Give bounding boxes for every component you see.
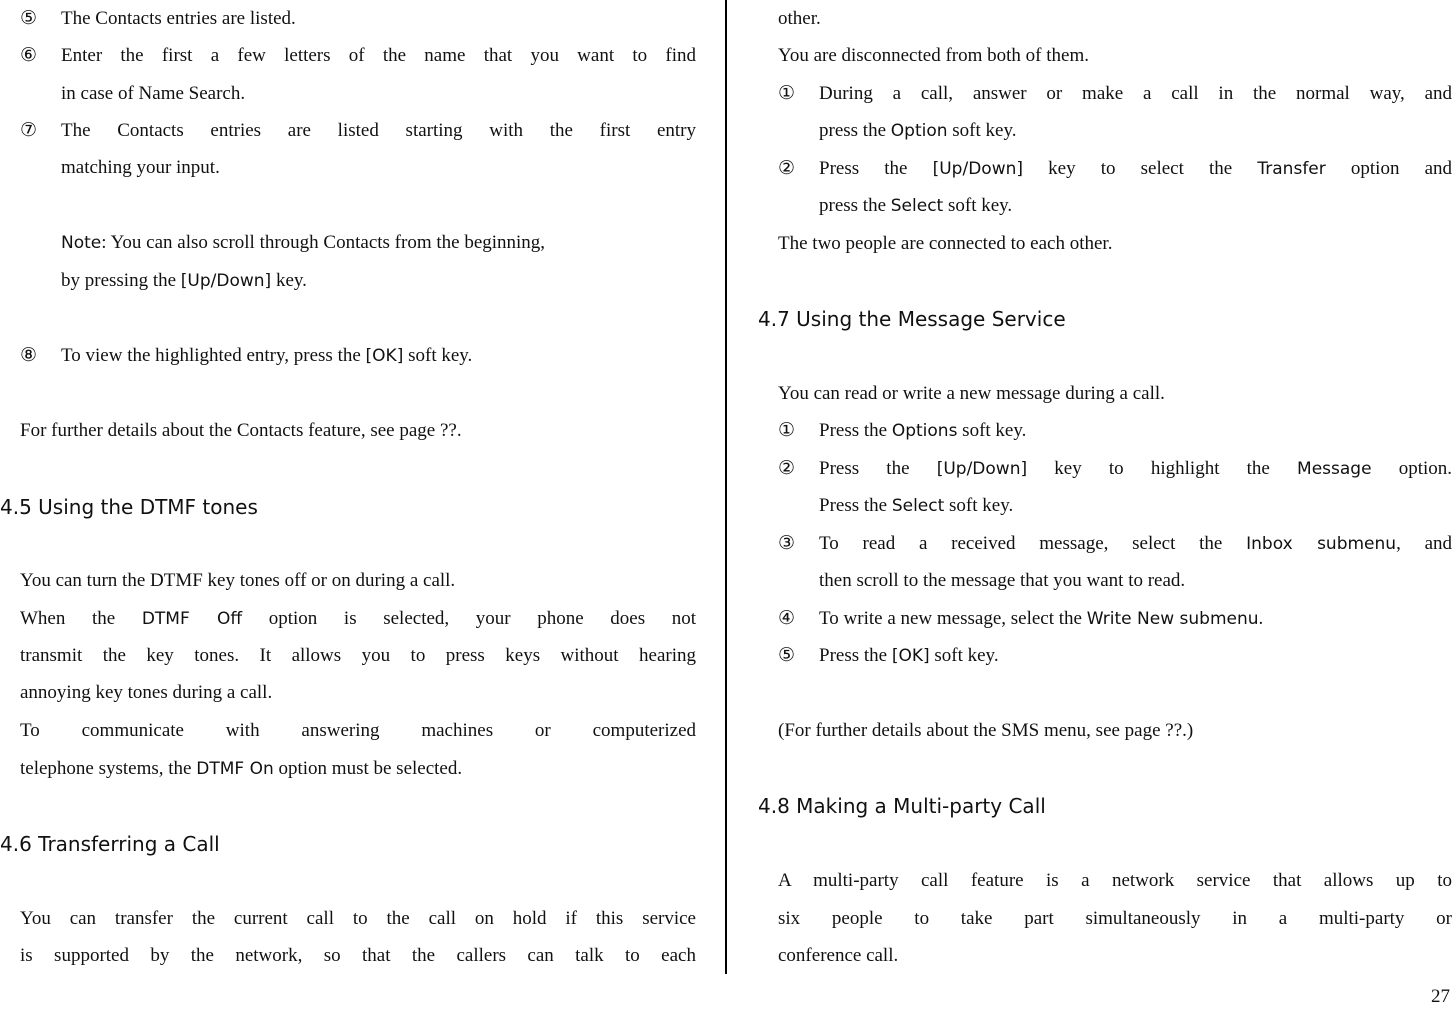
page-number: 27 bbox=[1431, 986, 1450, 1007]
option-name: Transfer bbox=[1257, 159, 1326, 179]
step-text: The Contacts entries are listed starting with the first entry bbox=[61, 120, 696, 141]
note-text: : You can also scroll through Contacts from the beginning, bbox=[101, 232, 546, 253]
option-name: Message bbox=[1297, 459, 1372, 479]
text: press the bbox=[819, 195, 891, 216]
paragraph-line: (For further details about the SMS menu, see page ??.) bbox=[778, 720, 1194, 741]
step-number: ⑧ bbox=[20, 345, 38, 366]
text: Press the bbox=[819, 645, 892, 666]
section-heading: 4.5 Using the DTMF tones bbox=[0, 495, 258, 519]
text: Press the bbox=[819, 458, 910, 479]
paragraph-line: other. bbox=[778, 8, 821, 29]
text: soft key. bbox=[929, 645, 999, 666]
text: key to select the bbox=[1048, 158, 1233, 179]
paragraph-line: You are disconnected from both of them. bbox=[778, 45, 1089, 66]
text: . bbox=[1258, 608, 1264, 629]
paragraph-line: The two people are connected to each other. bbox=[778, 233, 1113, 254]
softkey-name: Option bbox=[890, 121, 948, 141]
text: option. bbox=[1398, 458, 1452, 479]
step-text-cont: in case of Name Search. bbox=[61, 83, 246, 104]
submenu-name: Write New submenu bbox=[1086, 609, 1259, 629]
column-divider bbox=[725, 0, 727, 974]
step-text: soft key. bbox=[403, 345, 473, 366]
note-line-2 bbox=[61, 268, 696, 294]
softkey-name: Select bbox=[890, 196, 944, 216]
note-label: Note bbox=[61, 233, 102, 253]
step-text-cont bbox=[819, 193, 1452, 219]
step-number: ② bbox=[778, 458, 796, 479]
paragraph-line: You can transfer the current call to the call on hold if this service bbox=[20, 908, 696, 929]
section-heading: 4.7 Using the Message Service bbox=[758, 307, 1066, 331]
step-text bbox=[819, 456, 1452, 482]
note-text: key. bbox=[271, 270, 307, 291]
step-number: ① bbox=[778, 420, 796, 441]
step-number: ⑤ bbox=[778, 645, 796, 666]
paragraph-line: is supported by the network, so that the callers can talk to each bbox=[20, 945, 696, 966]
paragraph-line: To communicate with answering machines or computerized bbox=[20, 720, 696, 741]
step-text-cont bbox=[819, 118, 1452, 144]
text: telephone systems, the bbox=[20, 758, 197, 779]
section-heading: 4.8 Making a Multi-party Call bbox=[758, 794, 1046, 818]
paragraph-line bbox=[20, 606, 696, 632]
step-number: ⑤ bbox=[20, 8, 38, 29]
text: press the bbox=[819, 120, 891, 141]
section-heading: 4.6 Transferring a Call bbox=[0, 832, 220, 856]
paragraph-line: conference call. bbox=[778, 945, 899, 966]
key-name: [OK] bbox=[891, 646, 930, 666]
text: Press the bbox=[819, 495, 892, 516]
step-number: ① bbox=[778, 83, 796, 104]
softkey-name: Select bbox=[891, 496, 945, 516]
step-text bbox=[819, 156, 1452, 182]
text: key to highlight the bbox=[1054, 458, 1270, 479]
text: Press the bbox=[819, 420, 892, 441]
text: option must be selected. bbox=[273, 758, 463, 779]
step-text: During a call, answer or make a call in the normal way, and bbox=[819, 83, 1452, 104]
text: To write a new message, select the bbox=[819, 608, 1087, 629]
paragraph-line: You can read or write a new message during a call. bbox=[778, 383, 1165, 404]
step-number: ③ bbox=[778, 533, 796, 554]
step-number: ⑥ bbox=[20, 45, 38, 66]
step-text bbox=[819, 531, 1452, 557]
key-name: [Up/Down] bbox=[932, 159, 1024, 179]
step-text: To view the highlighted entry, press the bbox=[61, 345, 366, 366]
text: soft key. bbox=[944, 495, 1014, 516]
option-name: DTMF On bbox=[196, 759, 274, 779]
step-text: Enter the first a few letters of the name that you want to find bbox=[61, 45, 696, 66]
paragraph-line: six people to take part simultaneously in a multi-party or bbox=[778, 908, 1452, 929]
key-name: [Up/Down] bbox=[936, 459, 1028, 479]
key-name: [OK] bbox=[365, 346, 404, 366]
note-text: by pressing the bbox=[61, 270, 181, 291]
step-text-cont bbox=[819, 493, 1452, 519]
step-number: ⑦ bbox=[20, 120, 38, 141]
text: Press the bbox=[819, 158, 908, 179]
step-number: ④ bbox=[778, 608, 796, 629]
softkey-name: Options bbox=[891, 421, 958, 441]
text: To read a received message, select the bbox=[819, 533, 1223, 554]
text: , and bbox=[1396, 533, 1452, 554]
submenu-name: Inbox submenu bbox=[1246, 534, 1397, 554]
text: option is selected, your phone does not bbox=[268, 608, 697, 629]
paragraph: You can turn the DTMF key tones off or on during a call. bbox=[20, 570, 456, 591]
step-text: The Contacts entries are listed. bbox=[61, 8, 296, 29]
text: When the bbox=[20, 608, 116, 629]
text: soft key. bbox=[943, 195, 1013, 216]
step-number: ② bbox=[778, 158, 796, 179]
step-text-cont: matching your input. bbox=[61, 157, 220, 178]
paragraph: For further details about the Contacts feature, see page ??. bbox=[20, 420, 462, 441]
paragraph-line: transmit the key tones. It allows you to press keys without hearing bbox=[20, 645, 696, 666]
note-line-1 bbox=[61, 230, 696, 256]
text: soft key. bbox=[957, 420, 1027, 441]
key-name: [Up/Down] bbox=[180, 271, 272, 291]
option-name: DTMF Off bbox=[141, 609, 243, 629]
paragraph-line bbox=[20, 756, 696, 782]
step-text-cont: then scroll to the message that you want to read. bbox=[819, 570, 1186, 591]
text: soft key. bbox=[947, 120, 1017, 141]
paragraph-line: A multi-party call feature is a network service that allows up to bbox=[778, 870, 1452, 891]
text: option and bbox=[1350, 158, 1452, 179]
paragraph-line: annoying key tones during a call. bbox=[20, 682, 273, 703]
